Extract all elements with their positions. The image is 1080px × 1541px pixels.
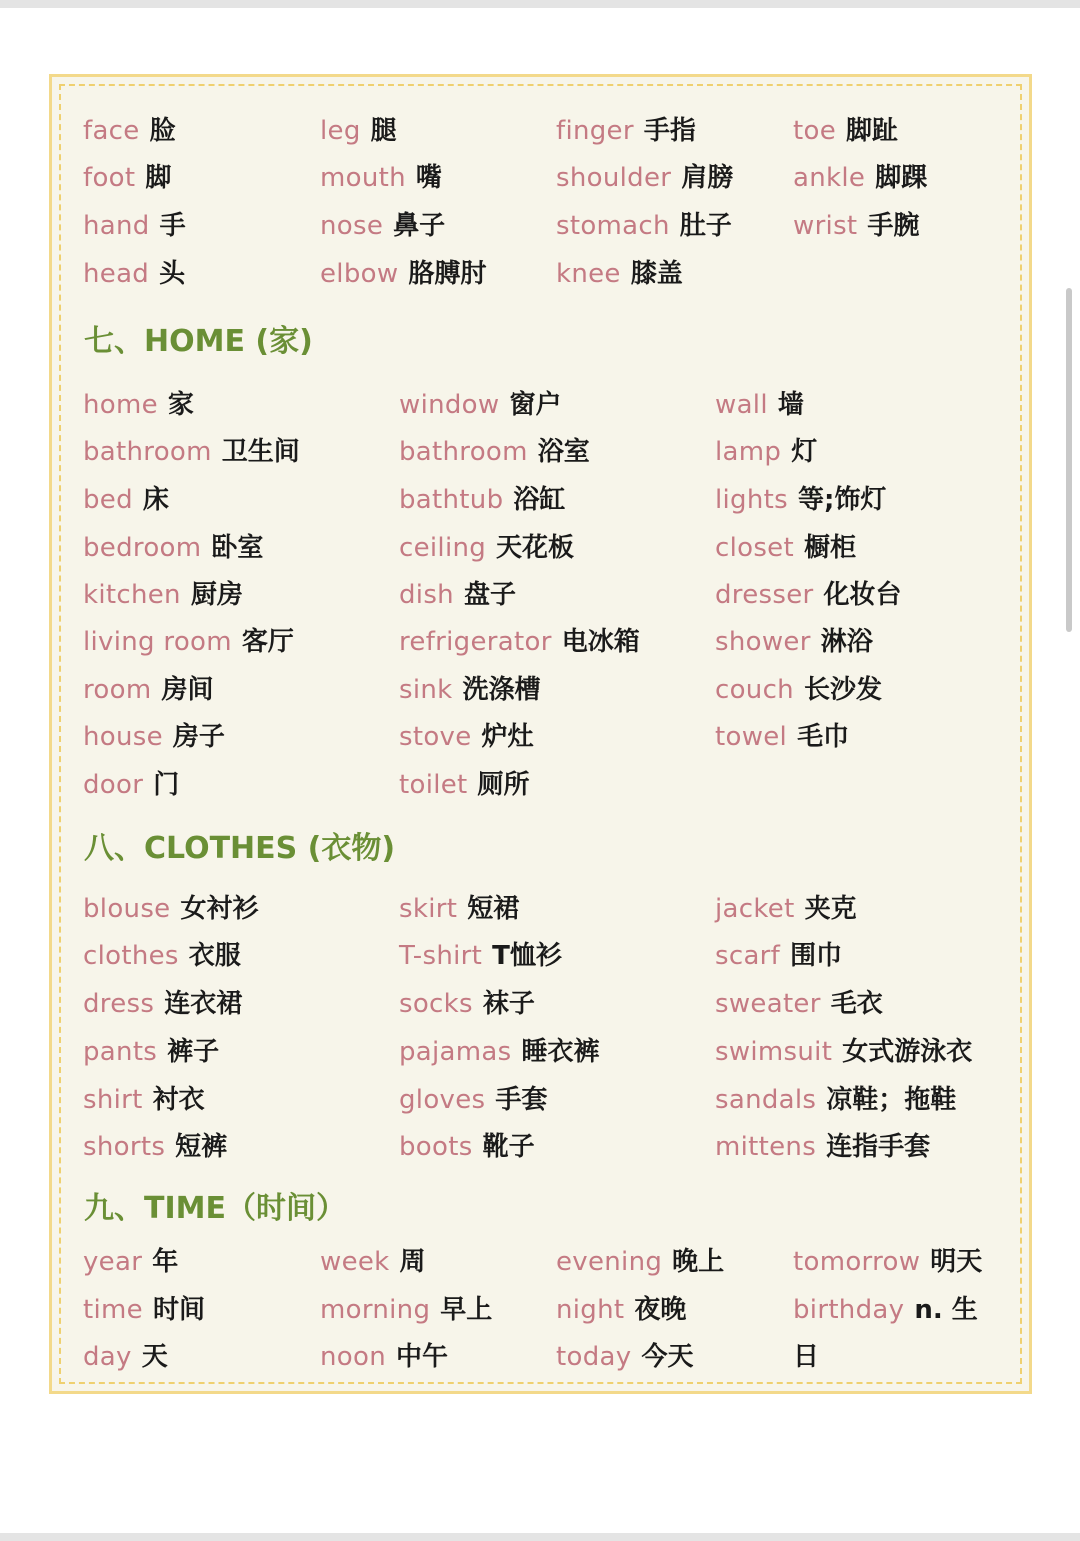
english-word: mouth — [320, 163, 406, 193]
english-word: dresser — [715, 580, 814, 610]
chinese-translation: 凉鞋；拖鞋 — [826, 1085, 957, 1115]
chinese-translation: 早上 — [440, 1295, 493, 1325]
chinese-translation: 今天 — [641, 1342, 694, 1372]
english-word: stomach — [556, 211, 670, 241]
english-word: noon — [320, 1342, 386, 1372]
chinese-translation: 周 — [399, 1247, 426, 1277]
chinese-translation: 浴室 — [537, 437, 590, 467]
vocab-entry — [399, 936, 562, 976]
vocab-entry — [83, 528, 263, 568]
vocab-entry — [399, 432, 590, 472]
english-word: tomorrow — [793, 1247, 921, 1277]
chinese-translation: 衣服 — [188, 941, 241, 971]
chinese-translation: 浴缸 — [513, 485, 566, 515]
english-word: shorts — [83, 1132, 166, 1162]
chinese-translation: 短裤 — [175, 1132, 228, 1162]
vocab-entry — [83, 254, 185, 294]
vocab-entry — [715, 480, 886, 520]
english-word: lamp — [715, 437, 782, 467]
chinese-translation: 手腕 — [867, 211, 920, 241]
chinese-translation: 电冰箱 — [561, 627, 640, 657]
english-word: scarf — [715, 941, 781, 971]
english-word: skirt — [399, 894, 458, 924]
english-word: window — [399, 390, 500, 420]
english-word: knee — [556, 259, 621, 289]
english-word: blouse — [83, 894, 171, 924]
chinese-translation: 脚趾 — [846, 116, 899, 146]
vocab-entry — [83, 1242, 178, 1282]
chinese-translation: 厨房 — [190, 580, 243, 610]
section-heading-time: 九、TIME（时间） — [84, 1191, 346, 1226]
chinese-translation: 门 — [153, 770, 180, 800]
vocab-entry — [83, 984, 242, 1024]
chinese-translation: 脸 — [149, 116, 176, 146]
scrollbar-thumb[interactable] — [1066, 288, 1072, 632]
chinese-translation: 厕所 — [477, 770, 530, 800]
chinese-translation: 睡衣裤 — [521, 1037, 600, 1067]
vocab-entry — [83, 765, 179, 805]
vocab-entry — [83, 1080, 205, 1120]
chinese-translation: 炉灶 — [481, 722, 534, 752]
chinese-translation: 手 — [159, 211, 186, 241]
english-word: morning — [320, 1295, 431, 1325]
english-word: toe — [793, 116, 836, 146]
english-word: towel — [715, 722, 788, 752]
english-word: bathroom — [399, 437, 528, 467]
chinese-translation: 衬衣 — [152, 1085, 205, 1115]
vocab-entry — [793, 1290, 978, 1330]
english-word: room — [83, 675, 152, 705]
section-heading-home: 七、HOME (家) — [84, 324, 313, 359]
chinese-translation: 胳膊肘 — [408, 259, 487, 289]
chinese-translation: 明天 — [930, 1247, 983, 1277]
chinese-translation: 天 — [141, 1342, 168, 1372]
vocab-entry — [556, 111, 696, 151]
chinese-translation: 毛衣 — [830, 989, 883, 1019]
chinese-translation: 化妆台 — [823, 580, 902, 610]
vocab-entry — [793, 1242, 982, 1282]
english-word: door — [83, 770, 144, 800]
english-word: foot — [83, 163, 136, 193]
english-word: shoulder — [556, 163, 672, 193]
chinese-translation: 手指 — [643, 116, 696, 146]
chinese-translation: 客厅 — [241, 627, 294, 657]
english-word: boots — [399, 1132, 473, 1162]
chinese-translation: 头 — [159, 259, 186, 289]
english-word: leg — [320, 116, 361, 146]
english-word: week — [320, 1247, 390, 1277]
vocab-entry — [83, 936, 241, 976]
chinese-translation: 窗户 — [509, 390, 562, 420]
english-word: jacket — [715, 894, 795, 924]
chinese-translation: 灯 — [791, 437, 818, 467]
vocab-entry — [399, 717, 534, 757]
english-word: today — [556, 1342, 632, 1372]
english-word: dish — [399, 580, 454, 610]
vocab-entry — [83, 622, 294, 662]
chinese-translation: T恤衫 — [492, 941, 562, 971]
english-word: shirt — [83, 1085, 143, 1115]
english-word: sweater — [715, 989, 821, 1019]
vocab-entry — [715, 670, 882, 710]
vocab-entry — [715, 432, 817, 472]
english-word: stove — [399, 722, 472, 752]
english-word: gloves — [399, 1085, 486, 1115]
vocab-entry — [793, 206, 919, 246]
english-word: closet — [715, 533, 794, 563]
chinese-translation: 盘子 — [463, 580, 516, 610]
chinese-translation: 年 — [152, 1247, 179, 1277]
vocab-entry — [715, 1127, 930, 1167]
chinese-translation: 连指手套 — [826, 1132, 931, 1162]
english-word: kitchen — [83, 580, 181, 610]
vocab-entry — [556, 254, 683, 294]
chinese-translation: 家 — [167, 390, 194, 420]
vocab-entry — [83, 575, 243, 615]
vocab-entry — [320, 206, 445, 246]
vocab-entry — [83, 1032, 219, 1072]
english-word: bathtub — [399, 485, 504, 515]
chinese-translation: 肚子 — [679, 211, 732, 241]
vocab-entry — [320, 1242, 426, 1282]
chinese-translation: 床 — [142, 485, 169, 515]
chinese-translation: 腿 — [370, 116, 397, 146]
vocab-entry — [793, 111, 898, 151]
chinese-translation: 墙 — [777, 390, 804, 420]
chinese-translation: 夜晚 — [634, 1295, 687, 1325]
chinese-translation: 淋浴 — [820, 627, 873, 657]
chinese-translation: 晚上 — [672, 1247, 725, 1277]
english-word: bathroom — [83, 437, 212, 467]
chinese-translation: 长沙发 — [803, 675, 882, 705]
english-word: night — [556, 1295, 625, 1325]
vocab-entry — [399, 1080, 547, 1120]
vocab-entry — [83, 889, 258, 929]
english-word: sandals — [715, 1085, 817, 1115]
chinese-translation: 女式游泳衣 — [842, 1037, 973, 1067]
chinese-translation: 裤子 — [167, 1037, 220, 1067]
chinese-translation: 鼻子 — [393, 211, 446, 241]
vocab-entry — [715, 622, 873, 662]
chinese-translation: 脚踝 — [875, 163, 928, 193]
english-word: elbow — [320, 259, 399, 289]
chinese-translation: 女衬衫 — [180, 894, 259, 924]
chinese-translation: 等;饰灯 — [797, 485, 887, 515]
vocab-entry — [83, 717, 225, 757]
vocab-entry — [715, 984, 883, 1024]
english-word: finger — [556, 116, 634, 146]
chinese-translation: 日 — [793, 1342, 820, 1372]
chinese-translation: 肩膀 — [681, 163, 734, 193]
vocab-entry — [715, 528, 856, 568]
english-word: wall — [715, 390, 768, 420]
english-word: head — [83, 259, 150, 289]
english-word: year — [83, 1247, 143, 1277]
vocab-entry — [83, 1337, 168, 1377]
english-word: day — [83, 1342, 132, 1372]
vocab-entry — [320, 1290, 492, 1330]
chinese-translation: 膝盖 — [630, 259, 683, 289]
chinese-translation: 房间 — [161, 675, 214, 705]
chinese-translation: 连衣裙 — [164, 989, 243, 1019]
chinese-translation: 短裙 — [467, 894, 520, 924]
vocab-entry — [83, 111, 176, 151]
chinese-translation: 毛巾 — [797, 722, 850, 752]
vocab-entry — [715, 717, 849, 757]
vocab-entry — [83, 432, 300, 472]
vocab-entry — [83, 158, 171, 198]
vocab-entry — [320, 111, 397, 151]
vocab-entry — [399, 984, 535, 1024]
english-word: sink — [399, 675, 453, 705]
top-status-band — [0, 0, 1080, 8]
chinese-translation: 洗涤槽 — [462, 675, 541, 705]
chinese-translation: 时间 — [152, 1295, 205, 1325]
english-word: lights — [715, 485, 788, 515]
vocab-entry — [83, 1290, 205, 1330]
chinese-translation: 中午 — [395, 1342, 448, 1372]
english-word: bed — [83, 485, 133, 515]
english-word: couch — [715, 675, 794, 705]
chinese-translation: 围巾 — [790, 941, 843, 971]
vocab-entry — [83, 385, 194, 425]
vocab-entry — [83, 670, 213, 710]
vocab-entry — [320, 254, 486, 294]
chinese-translation: 脚 — [145, 163, 172, 193]
vocab-entry — [556, 206, 732, 246]
chinese-translation: 靴子 — [482, 1132, 535, 1162]
english-word: ankle — [793, 163, 866, 193]
english-word: pants — [83, 1037, 158, 1067]
english-word: birthday — [793, 1295, 905, 1325]
vocab-entry — [320, 158, 442, 198]
english-word: nose — [320, 211, 384, 241]
vocab-entry — [399, 889, 519, 929]
vocab-entry — [556, 158, 733, 198]
vocab-entry — [715, 575, 902, 615]
vocab-entry — [793, 158, 927, 198]
vocab-entry — [83, 206, 186, 246]
english-word: refrigerator — [399, 627, 552, 657]
english-word: home — [83, 390, 158, 420]
vocab-entry — [399, 1032, 600, 1072]
english-word: pajamas — [399, 1037, 512, 1067]
vocab-entry — [399, 480, 565, 520]
english-word: face — [83, 116, 140, 146]
english-word: hand — [83, 211, 150, 241]
english-word: T-shirt — [399, 941, 483, 971]
vocab-entry — [556, 1290, 686, 1330]
english-word: swimsuit — [715, 1037, 833, 1067]
chinese-translation: 房子 — [172, 722, 225, 752]
english-word: clothes — [83, 941, 179, 971]
english-word: wrist — [793, 211, 858, 241]
vocab-entry — [399, 765, 530, 805]
vocab-entry — [83, 480, 169, 520]
english-word: mittens — [715, 1132, 817, 1162]
vocab-entry — [399, 385, 561, 425]
bottom-band — [0, 1533, 1080, 1541]
vocab-entry — [399, 1127, 535, 1167]
chinese-translation: 橱柜 — [803, 533, 856, 563]
english-word: shower — [715, 627, 811, 657]
vocab-entry — [83, 1127, 227, 1167]
vocab-entry — [793, 1337, 819, 1377]
section-heading-clothes: 八、CLOTHES (衣物) — [84, 831, 396, 866]
english-word: ceiling — [399, 533, 487, 563]
english-word: time — [83, 1295, 143, 1325]
english-word: dress — [83, 989, 155, 1019]
vocab-entry — [556, 1242, 724, 1282]
chinese-translation: 袜子 — [482, 989, 535, 1019]
chinese-translation: 手套 — [495, 1085, 548, 1115]
english-word: living room — [83, 627, 232, 657]
vocab-entry — [556, 1337, 693, 1377]
chinese-translation: 嘴 — [415, 163, 442, 193]
vocab-entry — [715, 1032, 972, 1072]
english-word: house — [83, 722, 163, 752]
chinese-translation: n. 生 — [914, 1295, 978, 1325]
vocab-entry — [715, 936, 842, 976]
english-word: toilet — [399, 770, 468, 800]
chinese-translation: 夹克 — [804, 894, 857, 924]
english-word: socks — [399, 989, 473, 1019]
english-word: evening — [556, 1247, 663, 1277]
vocab-entry — [320, 1337, 448, 1377]
vocab-entry — [399, 622, 640, 662]
vocab-entry — [399, 575, 516, 615]
chinese-translation: 卫生间 — [221, 437, 300, 467]
vocab-entry — [715, 889, 857, 929]
chinese-translation: 卧室 — [211, 533, 264, 563]
vocab-entry — [399, 528, 574, 568]
chinese-translation: 天花板 — [496, 533, 575, 563]
english-word: bedroom — [83, 533, 202, 563]
vocab-entry — [399, 670, 541, 710]
vocab-entry — [715, 385, 804, 425]
vocab-entry — [715, 1080, 956, 1120]
